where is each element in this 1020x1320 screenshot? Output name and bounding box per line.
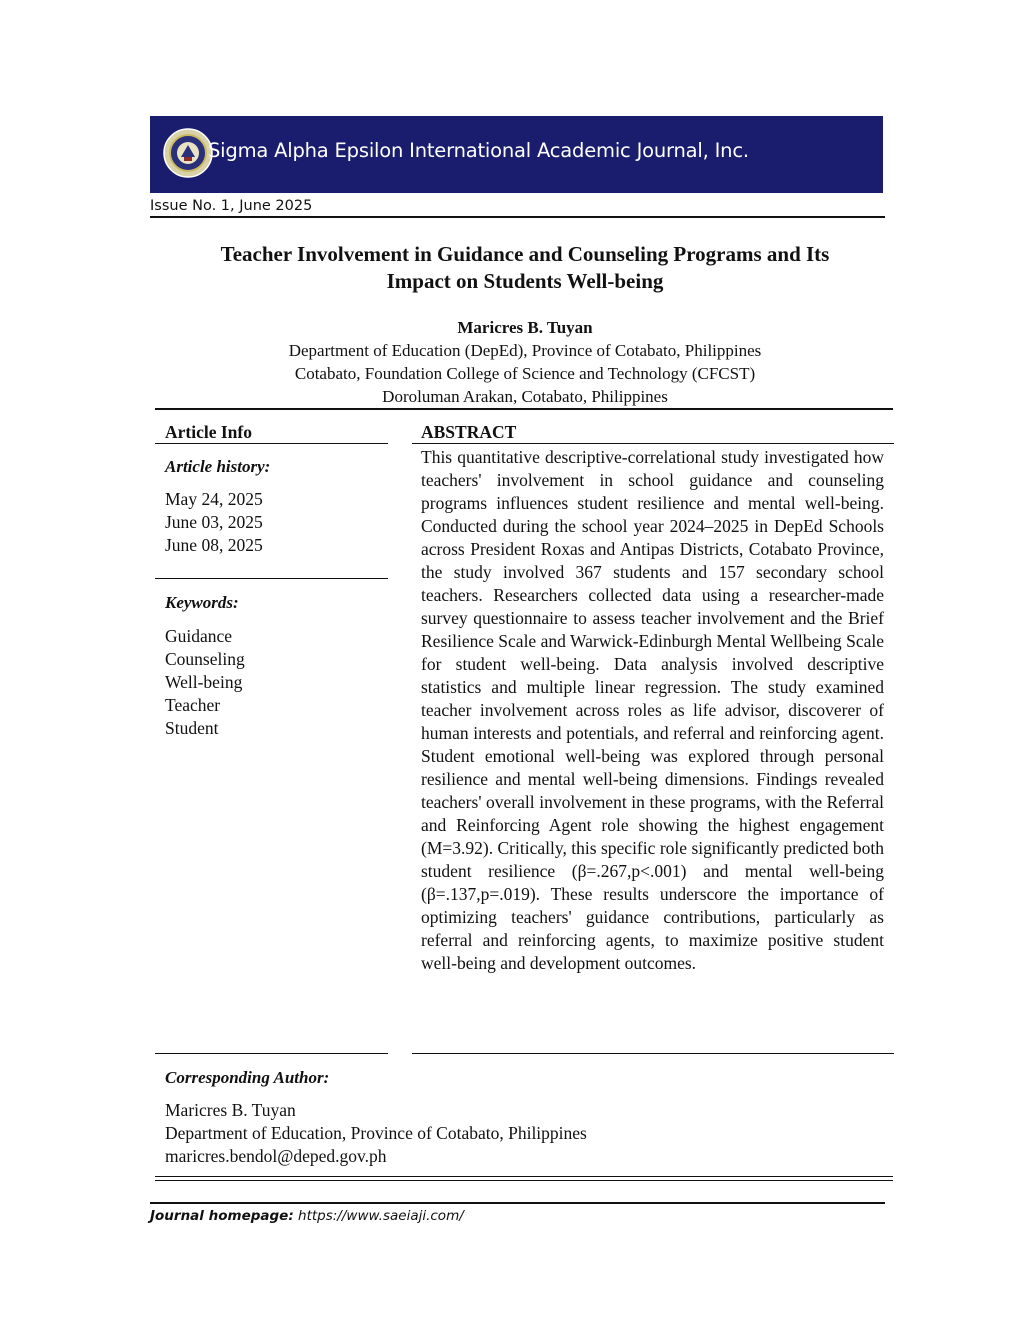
footer-divider	[150, 1202, 885, 1204]
corresponding-divider-1	[155, 1176, 893, 1177]
info-bottom-divider	[155, 1053, 388, 1054]
journal-seal-logo	[162, 127, 214, 179]
journal-homepage	[150, 1208, 464, 1224]
title-divider	[155, 408, 893, 410]
history-date: June 08, 2025	[165, 535, 263, 555]
corresponding-email[interactable]: maricres.bendol@deped.gov.ph	[165, 1146, 387, 1166]
article-info-heading: Article Info	[165, 422, 252, 442]
title-line-2: Impact on Students Well-being	[386, 269, 664, 293]
title-line-1: Teacher Involvement in Guidance and Counseling Programs and Its	[220, 242, 830, 266]
abstract-heading: ABSTRACT	[421, 422, 517, 442]
article-history-list	[165, 488, 263, 557]
keyword: Teacher	[165, 695, 221, 715]
journal-banner	[150, 116, 883, 193]
abstract-bottom-divider	[412, 1053, 894, 1054]
history-date: May 24, 2025	[165, 489, 263, 509]
history-divider	[155, 578, 388, 579]
abstract-heading-divider	[412, 443, 894, 444]
issue-label: Issue No. 1, June 2025	[150, 198, 313, 214]
keywords-heading: Keywords:	[165, 593, 239, 612]
keywords-list	[165, 625, 245, 740]
corresponding-author-block	[165, 1099, 587, 1168]
journal-name: Sigma Alpha Epsilon International Academic Journal, Inc.	[208, 139, 749, 162]
article-info-divider	[155, 443, 388, 444]
history-date: June 03, 2025	[165, 512, 263, 532]
article-history-heading: Article history:	[165, 457, 271, 476]
homepage-link[interactable]: https://www.saeiaji.com/	[298, 1208, 464, 1224]
homepage-label: Journal homepage:	[150, 1208, 294, 1224]
header-divider	[150, 216, 885, 218]
abstract-text: This quantitative descriptive-correlational study investigated how teachers' involvement in school guidance and counseling programs influences student resilience and mental well-being. Conducted during the school year 2024–2025 in DepEd Schools across President Roxas and Antipas Districts, Cotabato Province, the study involved 367 students and 157 secondary school teachers. Researchers collected data using a researcher-made survey questionnaire to assess teacher involvement and the Brief Resilience Scale and Warwick-Edinburgh Mental Wellbeing Scale for student well-being. Data analysis involved descriptive statistics and multiple linear regression. The study examined teacher involvement across roles as life advisor, discoverer of human interests and potentials, and referral and reinforcing agent. Student emotional well-being was explored through personal resilience and mental well-being dimensions. Findings revealed teachers' overall involvement in these programs, with the Referral and Reinforcing Agent role showing the highest engagement (M=3.92). Critically, this specific role significantly predicted both student resilience (β=.267,p<.001) and mental well-being (β=.137,p=.019). These results underscore the importance of optimizing teachers' guidance contributions, particularly as referral and reinforcing agents, to maximize positive student well-being and development outcomes.	[421, 447, 884, 973]
keyword: Counseling	[165, 649, 245, 669]
corresponding-name: Maricres B. Tuyan	[165, 1100, 296, 1120]
affiliation-1: Department of Education (DepEd), Province of Cotabato, Philippines	[288, 341, 762, 360]
affiliation-3: Doroluman Arakan, Cotabato, Philippines	[382, 387, 668, 406]
corresponding-affiliation: Department of Education, Province of Cotabato, Philippines	[165, 1123, 587, 1143]
keyword: Guidance	[165, 626, 233, 646]
affiliation-2: Cotabato, Foundation College of Science and Technology (CFCST)	[294, 364, 756, 383]
keyword: Well-being	[165, 672, 243, 692]
corresponding-divider-2	[155, 1180, 893, 1181]
author-name: Maricres B. Tuyan	[457, 318, 593, 337]
keyword: Student	[165, 718, 219, 738]
corresponding-author-heading: Corresponding Author:	[165, 1068, 330, 1087]
article-title	[150, 241, 900, 295]
